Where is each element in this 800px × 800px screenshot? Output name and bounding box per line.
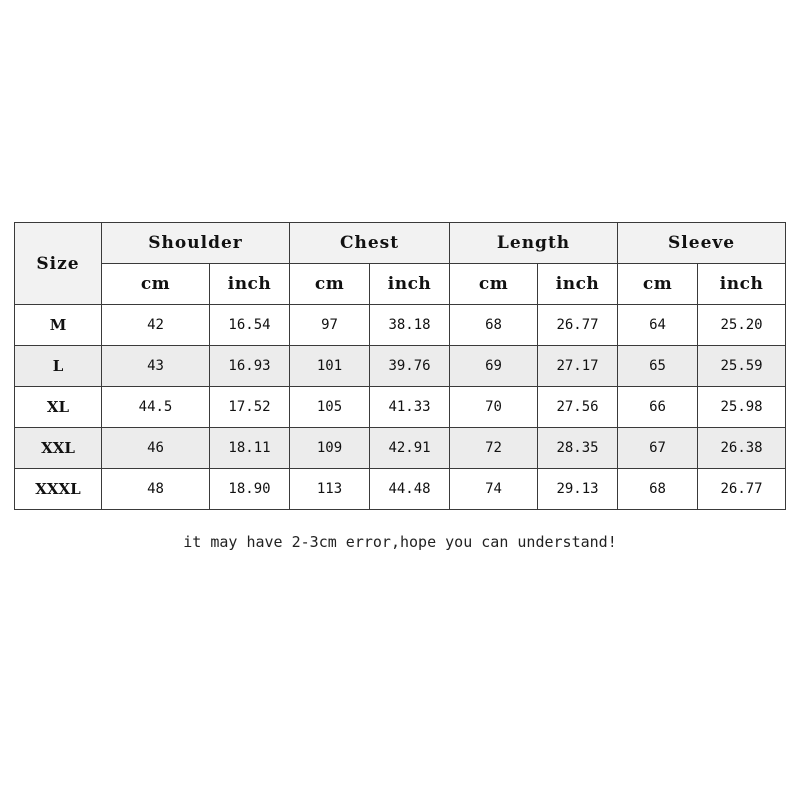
table-row [15,428,786,469]
table-cell: 44.5 [102,387,210,428]
table-cell: 26.38 [698,428,786,469]
unit-header: inch [210,264,290,305]
table-cell: 18.90 [210,469,290,510]
size-cell: XL [15,387,102,428]
table-cell: 27.56 [538,387,618,428]
unit-header: cm [450,264,538,305]
table-cell: 105 [290,387,370,428]
group-header-chest: Chest [290,223,450,264]
error-note: it may have 2-3cm error,hope you can understand! [183,533,617,551]
table-cell: 25.59 [698,346,786,387]
table-cell: 113 [290,469,370,510]
table-cell: 17.52 [210,387,290,428]
unit-header: inch [370,264,450,305]
table-cell: 26.77 [698,469,786,510]
unit-header: inch [698,264,786,305]
table-cell: 26.77 [538,305,618,346]
size-header: Size [15,223,102,305]
size-chart-table [14,222,786,510]
table-row [15,305,786,346]
table-cell: 64 [618,305,698,346]
table-cell: 109 [290,428,370,469]
table-cell: 16.93 [210,346,290,387]
table-cell: 44.48 [370,469,450,510]
table-cell: 43 [102,346,210,387]
table-cell: 38.18 [370,305,450,346]
group-header-length: Length [450,223,618,264]
size-cell: XXXL [15,469,102,510]
table-cell: 41.33 [370,387,450,428]
unit-header: cm [102,264,210,305]
table-row [15,469,786,510]
unit-header: cm [618,264,698,305]
table-cell: 42 [102,305,210,346]
group-header-row [15,223,786,264]
table-cell: 65 [618,346,698,387]
size-cell: XXL [15,428,102,469]
unit-header: cm [290,264,370,305]
table-cell: 42.91 [370,428,450,469]
table-cell: 25.20 [698,305,786,346]
table-row [15,387,786,428]
table-cell: 66 [618,387,698,428]
unit-header: inch [538,264,618,305]
table-cell: 67 [618,428,698,469]
table-cell: 68 [618,469,698,510]
group-header-sleeve: Sleeve [618,223,786,264]
table-row [15,346,786,387]
table-cell: 101 [290,346,370,387]
group-header-shoulder: Shoulder [102,223,290,264]
table-cell: 97 [290,305,370,346]
table-cell: 25.98 [698,387,786,428]
table-cell: 18.11 [210,428,290,469]
table-cell: 72 [450,428,538,469]
table-cell: 74 [450,469,538,510]
table-cell: 27.17 [538,346,618,387]
table-cell: 68 [450,305,538,346]
table-cell: 69 [450,346,538,387]
table-cell: 16.54 [210,305,290,346]
unit-header-row [15,264,786,305]
table-cell: 29.13 [538,469,618,510]
table-cell: 28.35 [538,428,618,469]
table-cell: 48 [102,469,210,510]
table-cell: 46 [102,428,210,469]
table-cell: 70 [450,387,538,428]
size-cell: L [15,346,102,387]
table-cell: 39.76 [370,346,450,387]
size-cell: M [15,305,102,346]
